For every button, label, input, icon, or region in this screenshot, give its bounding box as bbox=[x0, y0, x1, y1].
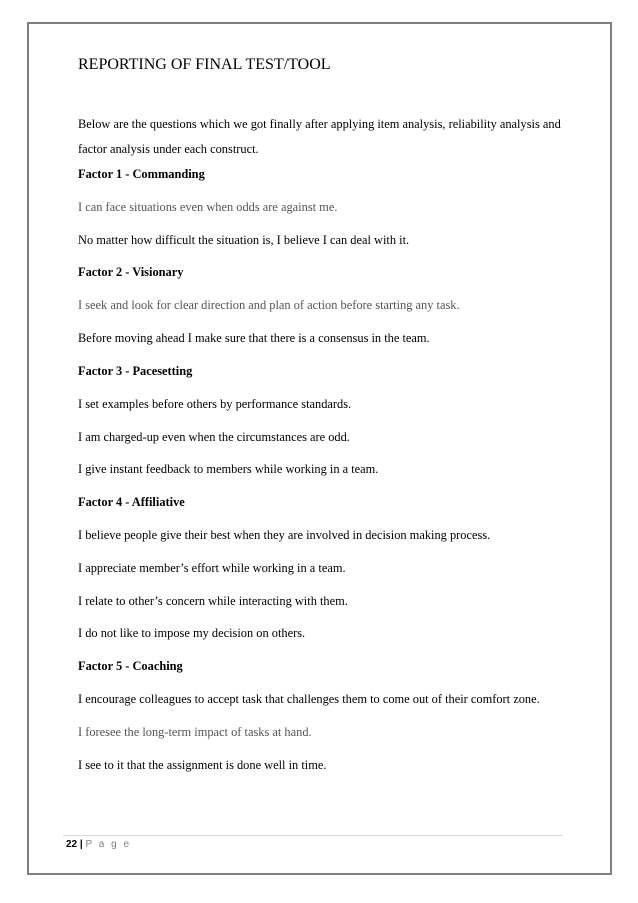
page-number: 22 bbox=[66, 839, 78, 850]
item-1-1: I can face situations even when odds are against me. bbox=[78, 200, 338, 214]
factor-heading-1: Factor 1 - Commanding bbox=[78, 167, 205, 181]
page-footer bbox=[66, 839, 131, 850]
footer-divider bbox=[63, 835, 563, 836]
item-2-2: Before moving ahead I make sure that there is a consensus in the team. bbox=[78, 331, 430, 345]
item-3-1: I set examples before others by performance standards. bbox=[78, 397, 352, 411]
intro-paragraph: Below are the questions which we got finally after applying item analysis, reliability analysis and factor analysis under each construct. bbox=[78, 117, 561, 156]
factor-heading-4: Factor 4 - Affiliative bbox=[78, 495, 185, 509]
item-4-3: I relate to other’s concern while interacting with them. bbox=[78, 594, 348, 608]
item-3-3: I give instant feedback to members while working in a team. bbox=[78, 462, 379, 476]
factor-heading-5: Factor 5 - Coaching bbox=[78, 659, 183, 673]
item-3-2: I am charged-up even when the circumstances are odd. bbox=[78, 430, 350, 444]
page-title: REPORTING OF FINAL TEST/TOOL bbox=[78, 56, 331, 73]
item-4-1: I believe people give their best when they are involved in decision making process. bbox=[78, 528, 491, 542]
page-label: P a g e bbox=[85, 839, 132, 850]
item-4-2: I appreciate member’s effort while working in a team. bbox=[78, 561, 346, 575]
factor-heading-2: Factor 2 - Visionary bbox=[78, 265, 184, 279]
item-5-3: I see to it that the assignment is done well in time. bbox=[78, 758, 327, 772]
factor-heading-3: Factor 3 - Pacesetting bbox=[78, 364, 193, 378]
item-5-1: I encourage colleagues to accept task that challenges them to come out of their comfort zone. bbox=[78, 692, 540, 706]
footer-separator: | bbox=[79, 839, 83, 850]
item-4-4: I do not like to impose my decision on others. bbox=[78, 626, 306, 640]
item-5-2: I foresee the long-term impact of tasks at hand. bbox=[78, 725, 312, 739]
item-1-2: No matter how difficult the situation is, I believe I can deal with it. bbox=[78, 233, 410, 247]
item-2-1: I seek and look for clear direction and plan of action before starting any task. bbox=[78, 298, 460, 312]
